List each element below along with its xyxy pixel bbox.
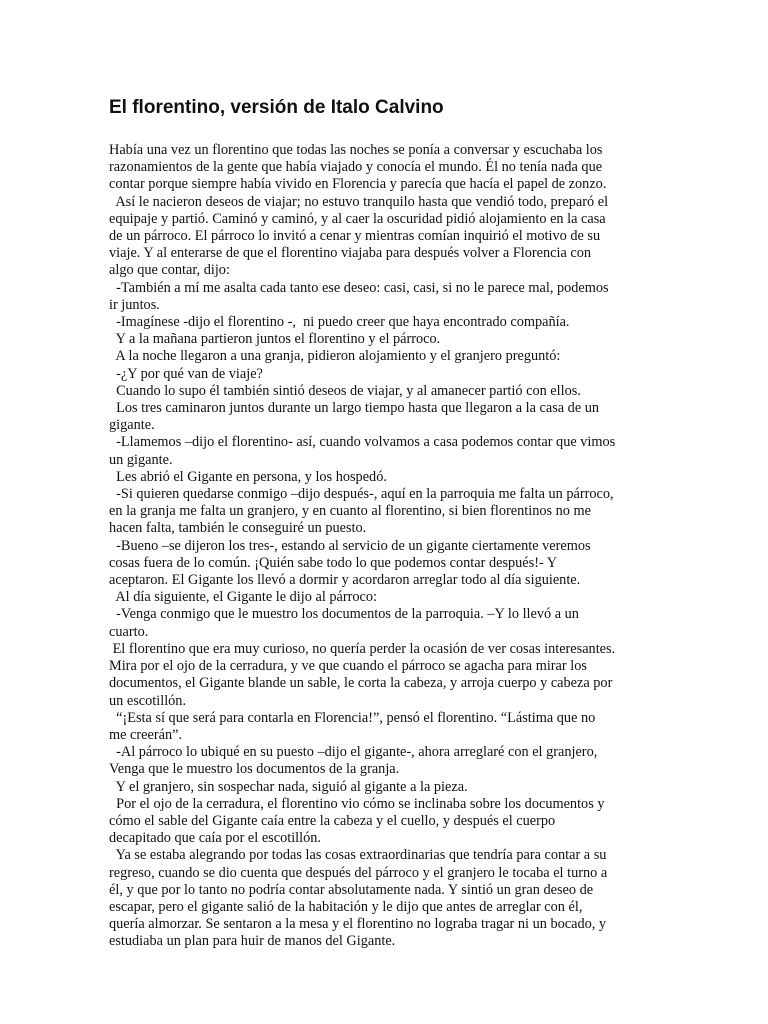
document-title: El florentino, versión de Italo Calvino [109,97,444,118]
text-line: Y a la mañana partieron juntos el florentino y el párroco. [109,331,441,348]
text-line: estudiaba un plan para huir de manos del Gigante. [109,933,396,950]
text-line: “¡Esta sí que será para contarla en Florencia!”, pensó el florentino. “Lástima que no [109,709,596,726]
text-line: él, y que por lo tanto no podría contar absolutamente nada. Y sintió un gran deseo de [109,881,594,898]
text-line: razonamientos de la gente que había viajado y conocía el mundo. Él no tenía nada que [109,159,603,176]
text-line: me creerán”. [109,726,183,743]
text-line: -Imagínese -dijo el florentino -, ni puedo creer que haya encontrado compañía. [109,314,570,331]
text-line: Al día siguiente, el Gigante le dijo al párroco: [109,589,377,606]
text-line: documentos, el Gigante blande un sable, le corta la cabeza, y arroja cuerpo y cabeza por [109,675,613,692]
text-line: de un párroco. El párroco lo invitó a cenar y mientras comían inquirió el motivo de su [109,228,601,245]
text-line: algo que contar, dijo: [109,262,230,279]
text-line: -Venga conmigo que le muestro los documentos de la parroquia. –Y lo llevó a un [109,606,579,623]
text-line: contar porque siempre había vivido en Florencia y parecía que hacía el papel de zonzo. [109,176,607,193]
text-line: decapitado que caía por el escotillón. [109,830,321,847]
text-line: Había una vez un florentino que todas las noches se ponía a conversar y escuchaba los [109,142,603,158]
text-line: Así le nacieron deseos de viajar; no estuvo tranquilo hasta que vendió todo, preparó el [109,193,609,210]
document-body [109,142,669,951]
text-line: -También a mí me asalta cada tanto ese deseo: casi, casi, si no le parece mal, podemos [109,279,609,296]
text-line: viaje. Y al enterarse de que el florentino viajaba para después volver a Florencia con [109,245,592,262]
text-line: quería almorzar. Se sentaron a la mesa y el florentino no lograba tragar ni un bocado, y [109,916,607,933]
text-line: Por el ojo de la cerradura, el florentino vio cómo se inclinaba sobre los documentos y [109,795,605,812]
text-line: Los tres caminaron juntos durante un largo tiempo hasta que llegaron a la casa de un [109,400,600,417]
text-line: A la noche llegaron a una granja, pidieron alojamiento y el granjero preguntó: [109,348,561,365]
text-line: Cuando lo supo él también sintió deseos de viajar, y al amanecer partió con ellos. [109,382,581,399]
text-line: -Al párroco lo ubiqué en su puesto –dijo el gigante-, ahora arreglaré con el granjero, [109,744,598,761]
text-line: en la granja me falta un granjero, y en cuanto al florentino, si bien florentinos no me [109,503,591,520]
text-line: -¿Y por qué van de viaje? [109,365,263,382]
text-line: Venga que le muestro los documentos de la granja. [109,761,400,778]
text-line: hacen falta, también le conseguiré un puesto. [109,520,367,537]
text-line: cómo el sable del Gigante caía entre la cabeza y el cuello, y después el cuerpo [109,812,556,829]
text-line: un gigante. [109,451,173,468]
text-line: aceptaron. El Gigante los llevó a dormir y acordaron arreglar todo al día siguiente. [109,572,581,589]
text-line: cuarto. [109,623,149,640]
text-line: -Llamemos –dijo el florentino- así, cuando volvamos a casa podemos contar que vimos [109,434,616,451]
text-line: regreso, cuando se dio cuenta que después del párroco y el granjero le tocaba el turno a [109,864,608,881]
text-line: ir juntos. [109,296,160,313]
text-line: Mira por el ojo de la cerradura, y ve que cuando el párroco se agacha para mirar los [109,658,587,675]
text-line: El florentino que era muy curioso, no quería perder la ocasión de ver cosas interesantes. [109,640,616,657]
text-line: Les abrió el Gigante en persona, y los hospedó. [109,468,387,485]
text-line: escapar, pero el gigante salió de la habitación y le dijo que antes de arreglar con él, [109,898,583,915]
text-line: -Bueno –se dijeron los tres-, estando al servicio de un gigante ciertamente veremos [109,537,591,554]
text-line: gigante. [109,417,155,434]
text-line: Y el granjero, sin sospechar nada, siguió al gigante a la pieza. [109,778,468,795]
text-line: cosas fuera de lo común. ¡Quién sabe todo lo que podemos contar después!- Y [109,554,558,571]
text-line: -Si quieren quedarse conmigo –dijo después-, aquí en la parroquia me falta un párroco, [109,486,614,503]
text-line: Ya se estaba alegrando por todas las cosas extraordinarias que tendría para contar a su [109,847,607,864]
text-line: un escotillón. [109,692,187,709]
text-line: equipaje y partió. Caminó y caminó, y al caer la oscuridad pidió alojamiento en la casa [109,210,606,227]
